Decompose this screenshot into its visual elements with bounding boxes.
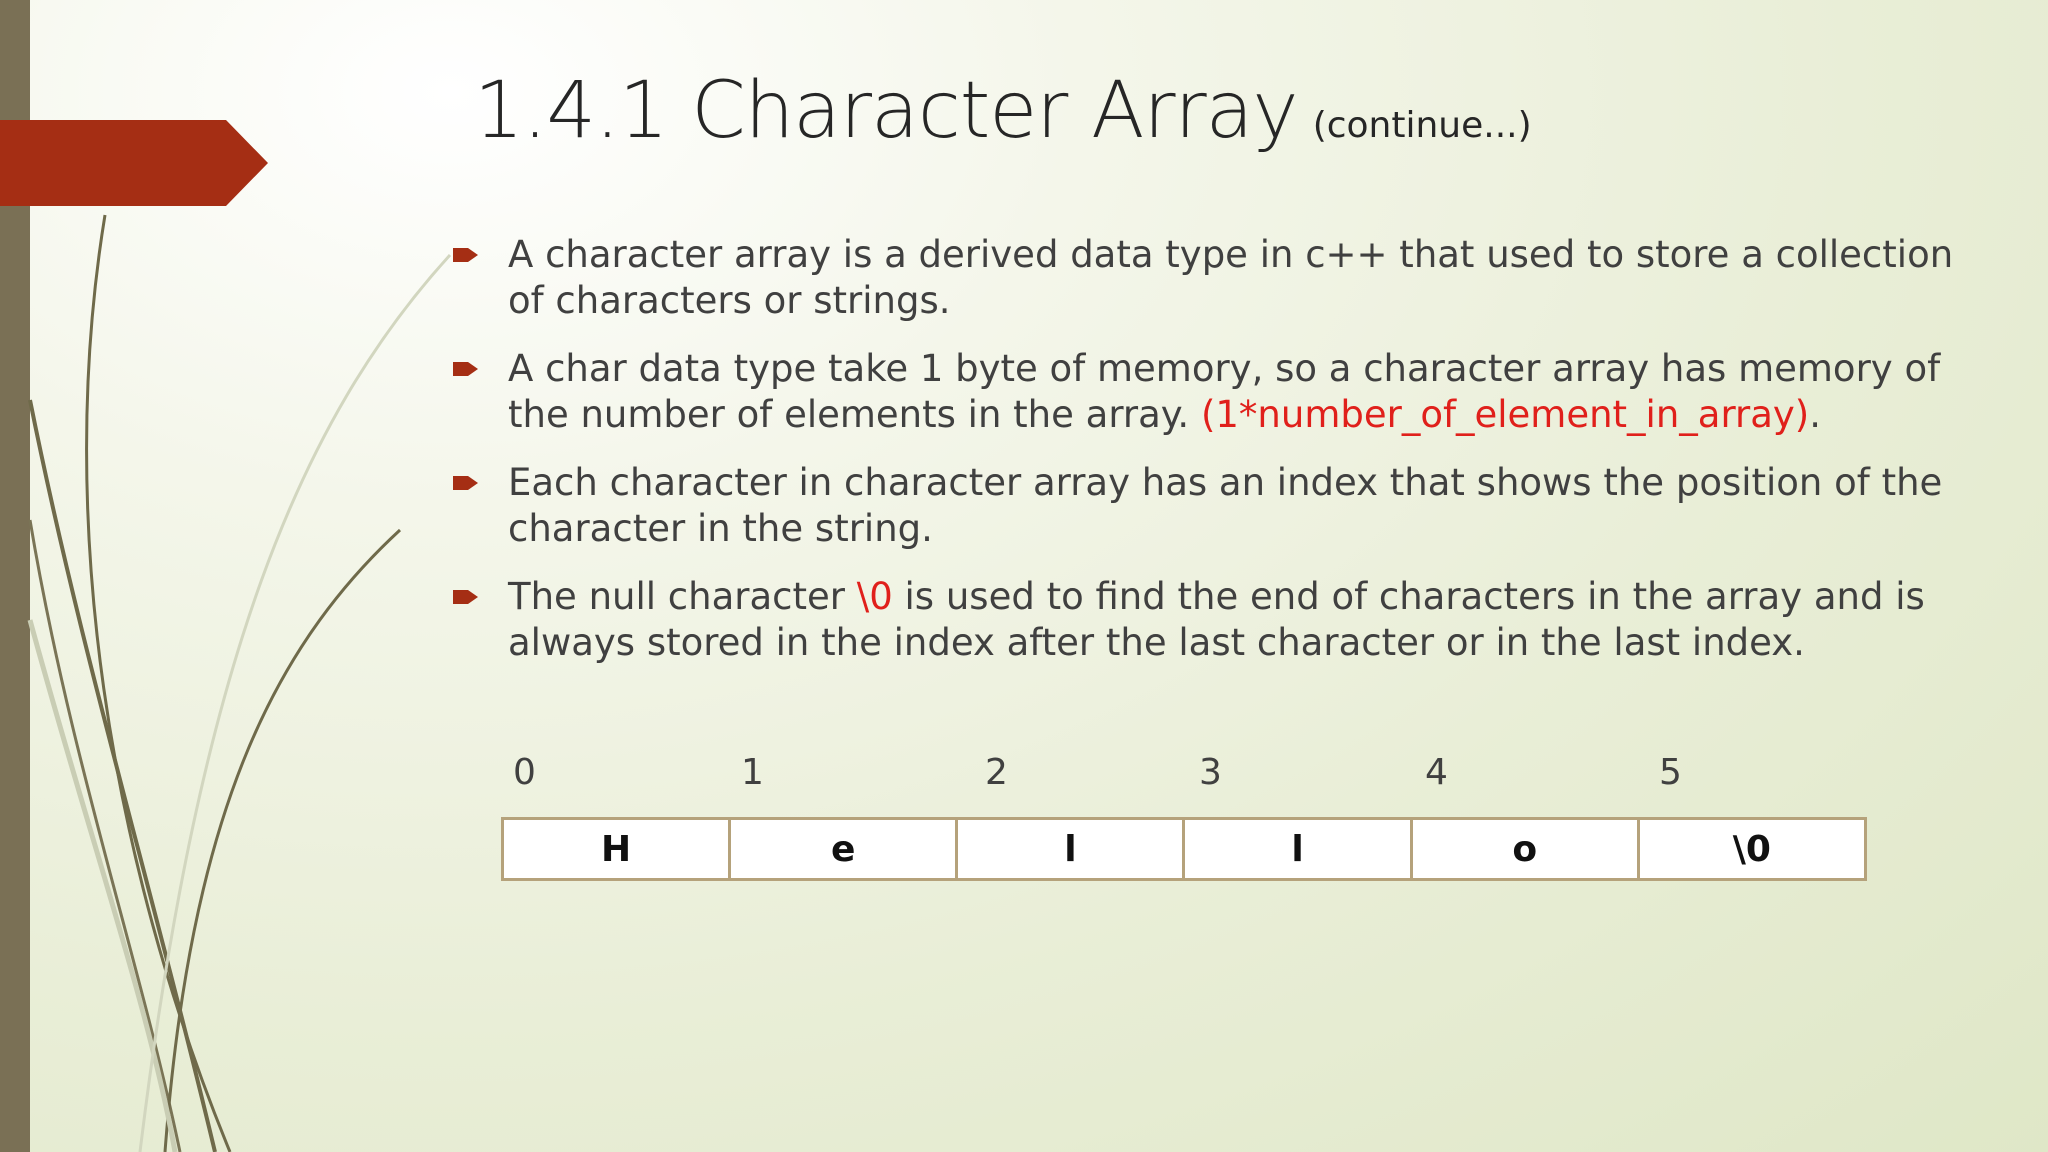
array-cell: o bbox=[1411, 819, 1638, 880]
array-cell: H bbox=[503, 819, 730, 880]
bullet-text: A char data type take 1 byte of memory, so a character array has memory of the number of elements in the array. bbox=[508, 347, 1941, 436]
bullet-text-end: . bbox=[1809, 393, 1821, 436]
title-arrow-shape bbox=[0, 120, 268, 206]
arrow-bullet-icon bbox=[452, 360, 480, 378]
array-index-label: 2 bbox=[985, 752, 1008, 793]
array-cell: e bbox=[730, 819, 957, 880]
arrow-bullet-icon bbox=[452, 474, 480, 492]
array-index-label: 0 bbox=[513, 752, 536, 793]
bullet-item bbox=[450, 574, 1980, 666]
array-index-label: 5 bbox=[1659, 752, 1682, 793]
title-text: 1.4.1 Character Array bbox=[474, 66, 1298, 156]
arrow-bullet-icon bbox=[452, 246, 480, 264]
title-suffix: (continue...) bbox=[1312, 105, 1532, 146]
arrow-bullet-icon bbox=[452, 588, 480, 606]
bullet-item bbox=[450, 346, 1980, 438]
array-cell: l bbox=[957, 819, 1184, 880]
array-row bbox=[503, 819, 1866, 880]
bullet-text: The null character bbox=[508, 575, 845, 618]
bullet-text: Each character in character array has an index that shows the position of the character in the string. bbox=[508, 461, 1943, 550]
bullet-highlight: (1*number_of_element_in_array) bbox=[1200, 393, 1810, 436]
bullet-text: A character array is a derived data type in c++ that used to store a collection of characters or strings. bbox=[508, 233, 1954, 322]
array-index-label: 4 bbox=[1425, 752, 1448, 793]
bullet-item bbox=[450, 460, 1980, 552]
array-cell: l bbox=[1184, 819, 1411, 880]
array-cell: \0 bbox=[1638, 819, 1865, 880]
bullet-text-end: is used to find the end of characters in the array and is always stored in the index after the last character or in the last index. bbox=[508, 575, 1925, 664]
slide-title bbox=[474, 66, 1532, 156]
bullet-list bbox=[450, 232, 1980, 688]
bullet-item bbox=[450, 232, 1980, 324]
bullet-highlight: \0 bbox=[856, 575, 893, 618]
character-array-table bbox=[501, 817, 1867, 881]
array-index-label: 1 bbox=[741, 752, 764, 793]
array-index-label: 3 bbox=[1199, 752, 1222, 793]
